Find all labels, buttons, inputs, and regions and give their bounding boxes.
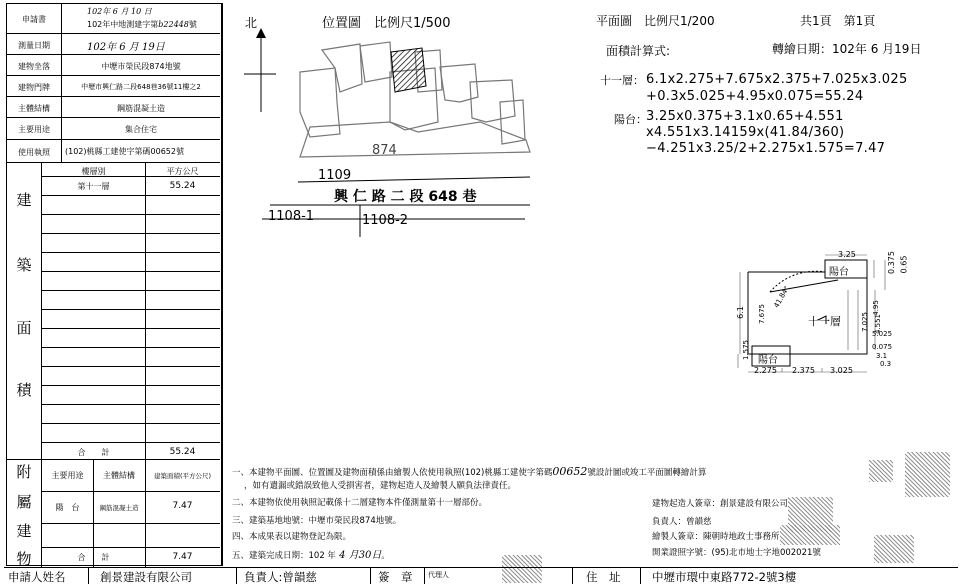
plan-title: 平面圖 比例尺1/200: [596, 14, 715, 28]
lot-1108-1: 1108-1: [268, 209, 315, 224]
dim-d2: 7.025: [861, 311, 870, 333]
row-label-apply: 申請書: [22, 15, 46, 24]
building-info-table: [6, 3, 222, 566]
balcony-label: 陽台：: [614, 113, 647, 126]
row-label-address: 建物門牌: [18, 83, 50, 92]
permit-value: (102)桃縣工建使字第碼00652號: [65, 147, 184, 156]
annex-char-1: 附: [16, 463, 32, 481]
row-label-location: 建物坐落: [18, 62, 50, 71]
road-name: 興 仁 路 二 段 648 巷: [334, 189, 477, 205]
area-header: 平方公尺: [166, 167, 199, 176]
section-char-2: 築: [16, 256, 32, 274]
lot-1109: 1109: [318, 168, 352, 183]
dim-d7: 3.1: [876, 352, 888, 360]
balcony-top-label: 陽台: [829, 267, 849, 278]
note-4: 四、本成果表以建物登記為限。: [232, 532, 352, 542]
applicant-bar: [4, 567, 958, 583]
north-label: 北: [245, 16, 258, 30]
annex-usage: 陽 台: [55, 503, 80, 512]
floor11-plan-label: 十一層: [808, 315, 841, 328]
signer-drafter: 繪製人簽章：陳朝時地政士事務所: [652, 532, 780, 542]
balcony-formula-2: x4.551x3.14159x(41.84/360): [646, 125, 845, 140]
dim-d1: 7.675: [758, 303, 767, 325]
annex-char-2: 屬: [16, 493, 32, 511]
dim-b1: 2.275: [754, 366, 777, 375]
apply-number: 102年中地測建字第b22448號: [87, 20, 197, 29]
draw-date: 轉繪日期：102年 6 月19日: [772, 42, 922, 56]
dim-b2: 2.375: [792, 366, 815, 375]
balcony-bottom-label: 陽台: [758, 355, 778, 366]
annex-header-usage: 主要用途: [51, 471, 84, 480]
survey-date: 102年 6 月 19日: [87, 42, 165, 53]
balcony-formula-1: 3.25x0.375+3.1x0.65+4.551: [646, 109, 844, 124]
annex-header-structure: 主體結構: [103, 471, 135, 480]
address-value: 中壢市興仁路二段648巷36號11樓之2: [81, 83, 201, 91]
signer-license: 開業證照字號：(95)北市地士字地002021號: [652, 548, 821, 558]
seal-stamp-icon: [869, 460, 893, 482]
apply-date: 102年 6 月 10 日: [87, 7, 152, 16]
dim-bl: 1.575: [742, 339, 751, 361]
lot-1108-2: 1108-2: [362, 213, 409, 228]
floor11-label: 十一層：: [600, 74, 644, 87]
location-value: 中壢市榮民段874地號: [101, 62, 181, 71]
floor-name: 第十一層: [77, 182, 110, 191]
usage-value: 集合住宅: [125, 125, 157, 134]
row-label-structure: 主體結構: [18, 104, 50, 113]
dim-d4: 4.551: [874, 313, 883, 335]
company-seal-icon: [905, 452, 950, 497]
license-seal-icon: [874, 535, 914, 563]
dim-r1: 0.375: [886, 251, 896, 274]
address-label: 住 址: [586, 570, 621, 584]
row-label-permit: 使用執照: [18, 148, 50, 157]
dim-d5: 5.025: [872, 330, 893, 338]
office-seal-icon: [780, 525, 840, 545]
note-2: 二、本建物依使用執照記載係十二層建物本件僅測量第十一層部份。: [232, 498, 488, 508]
balcony-formula-3: −4.251x3.25/2+2.275x1.575=7.47: [646, 141, 886, 156]
floor-area: 55.24: [169, 181, 196, 191]
signature-label: 簽 章: [378, 570, 413, 584]
dim-d6: 0.075: [872, 343, 893, 351]
annex-total-label: 合 計: [77, 553, 110, 562]
annex-header-area: 建築面積(平方公尺): [153, 472, 212, 480]
dim-top: 3.25: [838, 250, 856, 259]
calc-title: 面積計算式:: [606, 44, 671, 58]
dim-d3: 4.95: [871, 300, 880, 316]
annex-char-3: 建: [16, 522, 32, 540]
annex-structure: 鋼筋混凝土造: [99, 504, 139, 512]
note-3: 三、建築基地地號：中壢市榮民段874地號。: [232, 516, 402, 526]
floor11-formula-2: +0.3x5.025+4.95x0.075=55.24: [646, 89, 864, 104]
total-label: 合 計: [77, 448, 110, 457]
total-value: 55.24: [169, 447, 196, 457]
row-label-survey-date: 測量日期: [18, 41, 50, 50]
dim-r2: 0.65: [899, 255, 909, 274]
section-char-4: 積: [16, 381, 32, 399]
location-map-title: 位置圖 比例尺1/500: [322, 16, 451, 31]
dim-left: 6.1: [735, 306, 745, 319]
applicant-name: 創景建設有限公司: [100, 570, 192, 584]
annex-total-value: 7.47: [172, 552, 193, 562]
floor11-formula-1: 6.1x2.275+7.675x2.375+7.025x3.025: [646, 72, 908, 87]
signer-builder: 建物起造人簽章：創景建設有限公司: [652, 499, 789, 509]
structure-value: 鋼筋混凝土造: [117, 104, 165, 113]
responsible-person: 負責人:曾韻慈: [244, 570, 317, 584]
dim-b3: 3.025: [830, 366, 853, 375]
note-5: 五、建築完成日期：102 年 4 月30日。: [232, 550, 390, 561]
section-char-3: 面: [16, 319, 32, 337]
note-1-cont: ，如有遺漏或錯誤致他人受損害者，建物起造人及繪製人願負法律責任。: [244, 481, 517, 491]
north-arrow-icon: [244, 28, 276, 112]
floor-header: 樓層別: [81, 167, 106, 176]
note-1: 一、本建物平面圖、位置圖及建物面積係由繪製人依使用執照(102)桃縣工建使字第碼00652號設計圖或竣工平面圖轉繪計算: [232, 465, 707, 478]
annex-area: 7.47: [172, 501, 193, 511]
dim-angle: 41.84°: [772, 284, 792, 310]
page-count: 共1頁 第1頁: [800, 14, 876, 28]
applicant-address: 中壢市環中東路772-2號3樓: [652, 570, 797, 584]
signer-responsible: 負責人：曾韻慈: [652, 517, 712, 527]
row-label-usage: 主要用途: [18, 125, 50, 134]
annex-char-4: 物: [16, 550, 32, 568]
agent-label: 代理人: [428, 571, 449, 579]
applicant-name-label: 申請人姓名: [8, 570, 66, 584]
section-char-1: 建: [16, 191, 32, 209]
lot-number: 874: [372, 143, 397, 158]
dim-d8: 0.3: [880, 360, 892, 368]
